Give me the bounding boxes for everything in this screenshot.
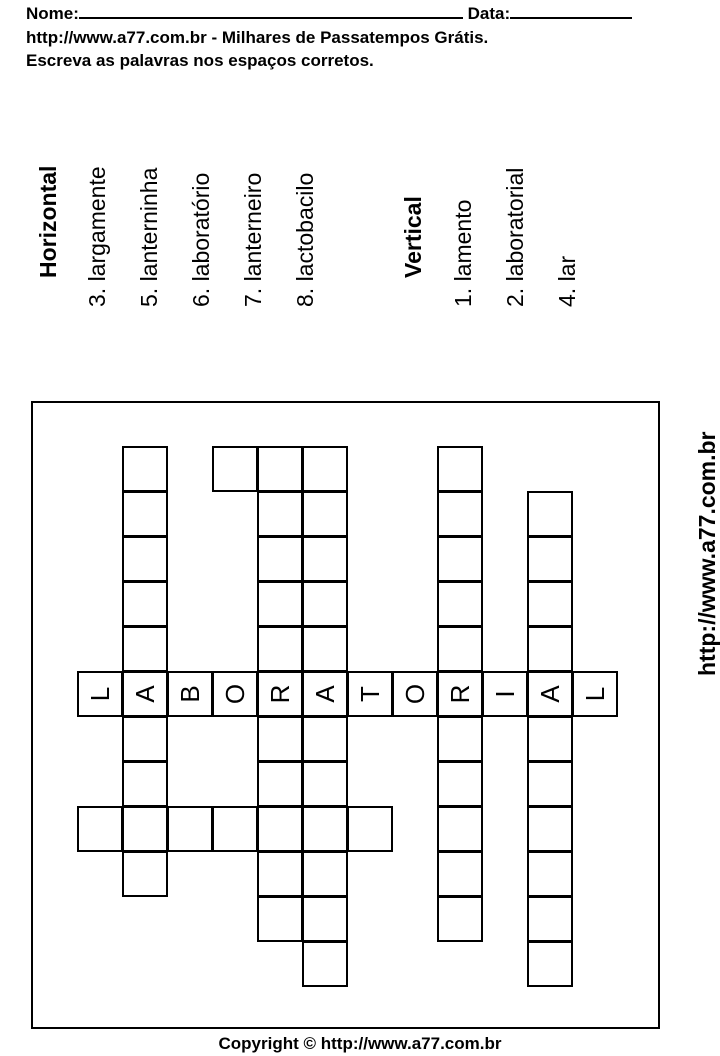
cell-letter: O xyxy=(219,683,250,705)
grid-cell[interactable] xyxy=(257,716,303,762)
grid-cell[interactable] xyxy=(122,671,168,717)
grid-cell[interactable] xyxy=(302,581,348,627)
name-label: Nome: xyxy=(26,4,79,23)
horizontal-clue-3: 6. laboratório xyxy=(188,172,214,307)
cell-letter: O xyxy=(399,683,430,705)
grid-cell[interactable] xyxy=(122,716,168,762)
cell-letter: B xyxy=(174,685,205,703)
grid-cell[interactable] xyxy=(437,581,483,627)
grid-cell[interactable] xyxy=(302,761,348,807)
grid-cell[interactable] xyxy=(122,536,168,582)
grid-cell[interactable] xyxy=(347,806,393,852)
grid-cell[interactable] xyxy=(302,716,348,762)
grid-cell[interactable] xyxy=(437,716,483,762)
cell-letter: T xyxy=(354,686,385,702)
horizontal-title: Horizontal xyxy=(35,165,61,278)
vertical-clue-1: 1. lamento xyxy=(450,199,476,307)
horizontal-clue-4: 7. lanterneiro xyxy=(240,172,266,307)
grid-cell[interactable] xyxy=(527,941,573,987)
cell-letter: A xyxy=(309,685,340,703)
grid-cell[interactable] xyxy=(482,671,528,717)
grid-cell[interactable] xyxy=(437,806,483,852)
grid-cell[interactable] xyxy=(437,446,483,492)
grid-cell[interactable] xyxy=(257,851,303,897)
grid-cell[interactable] xyxy=(257,446,303,492)
grid-cell[interactable] xyxy=(527,536,573,582)
grid-cell[interactable] xyxy=(527,851,573,897)
grid-cell[interactable] xyxy=(302,491,348,537)
grid-cell[interactable] xyxy=(212,806,258,852)
grid-cell[interactable] xyxy=(77,671,123,717)
grid-cell[interactable] xyxy=(167,671,213,717)
grid-cell[interactable] xyxy=(122,761,168,807)
grid-cell[interactable] xyxy=(527,896,573,942)
grid-cell[interactable] xyxy=(302,671,348,717)
grid-cell[interactable] xyxy=(257,761,303,807)
grid-cell[interactable] xyxy=(437,761,483,807)
grid-cell[interactable] xyxy=(527,491,573,537)
vertical-clue-3: 4. lar xyxy=(554,255,580,307)
grid-cell[interactable] xyxy=(257,491,303,537)
grid-cell[interactable] xyxy=(302,806,348,852)
grid-cell[interactable] xyxy=(527,581,573,627)
grid-cell[interactable] xyxy=(347,671,393,717)
cell-letter: A xyxy=(534,685,565,703)
grid-cell[interactable] xyxy=(437,851,483,897)
instruction-line: Escreva as palavras nos espaços corretos. xyxy=(26,51,374,70)
grid-cell[interactable] xyxy=(167,806,213,852)
grid-cell[interactable] xyxy=(437,671,483,717)
grid-cell[interactable] xyxy=(122,851,168,897)
grid-cell[interactable] xyxy=(302,536,348,582)
grid-cell[interactable] xyxy=(302,626,348,672)
grid-cell[interactable] xyxy=(302,941,348,987)
cell-letter: A xyxy=(129,685,160,703)
grid-cell[interactable] xyxy=(437,896,483,942)
grid-cell[interactable] xyxy=(527,626,573,672)
cell-letter: R xyxy=(264,684,295,704)
grid-cell[interactable] xyxy=(437,626,483,672)
grid-cell[interactable] xyxy=(437,491,483,537)
vertical-clue-2: 2. laboratorial xyxy=(502,167,528,307)
grid-cell[interactable] xyxy=(527,716,573,762)
grid-cell[interactable] xyxy=(302,851,348,897)
grid-cell[interactable] xyxy=(257,626,303,672)
grid-cell[interactable] xyxy=(392,671,438,717)
site-line: http://www.a77.com.br - Milhares de Passatempos Grátis. xyxy=(26,28,489,47)
grid-cell[interactable] xyxy=(572,671,618,717)
grid-cell[interactable] xyxy=(437,536,483,582)
grid-cell[interactable] xyxy=(257,581,303,627)
grid-cell[interactable] xyxy=(77,806,123,852)
cell-letter: L xyxy=(579,686,610,702)
grid-cell[interactable] xyxy=(257,806,303,852)
cell-letter: L xyxy=(84,686,115,702)
grid-cell[interactable] xyxy=(122,491,168,537)
grid-cell[interactable] xyxy=(122,581,168,627)
header-name-date-line xyxy=(26,2,632,24)
grid-cell[interactable] xyxy=(257,896,303,942)
grid-cell[interactable] xyxy=(302,896,348,942)
grid-cell[interactable] xyxy=(122,806,168,852)
grid-cell[interactable] xyxy=(527,761,573,807)
grid-cell[interactable] xyxy=(257,671,303,717)
grid-cell[interactable] xyxy=(122,626,168,672)
grid-cell[interactable] xyxy=(527,671,573,717)
date-blank[interactable] xyxy=(510,2,632,19)
grid-cell[interactable] xyxy=(527,806,573,852)
cell-letter: R xyxy=(444,684,475,704)
cell-letter: I xyxy=(489,690,520,698)
copyright: Copyright © http://www.a77.com.br xyxy=(218,1034,502,1053)
name-blank[interactable] xyxy=(79,2,463,19)
grid-cell[interactable] xyxy=(122,446,168,492)
vertical-title: Vertical xyxy=(400,196,426,278)
horizontal-clue-2: 5. lanterninha xyxy=(136,167,162,307)
date-label: Data: xyxy=(467,4,511,23)
horizontal-clue-5: 8. lactobacilo xyxy=(292,172,318,307)
side-url: http://www.a77.com.br xyxy=(694,431,720,676)
horizontal-clue-1: 3. largamente xyxy=(84,166,110,307)
grid-cell[interactable] xyxy=(257,536,303,582)
grid-cell[interactable] xyxy=(212,671,258,717)
grid-cell[interactable] xyxy=(212,446,258,492)
grid-cell[interactable] xyxy=(302,446,348,492)
